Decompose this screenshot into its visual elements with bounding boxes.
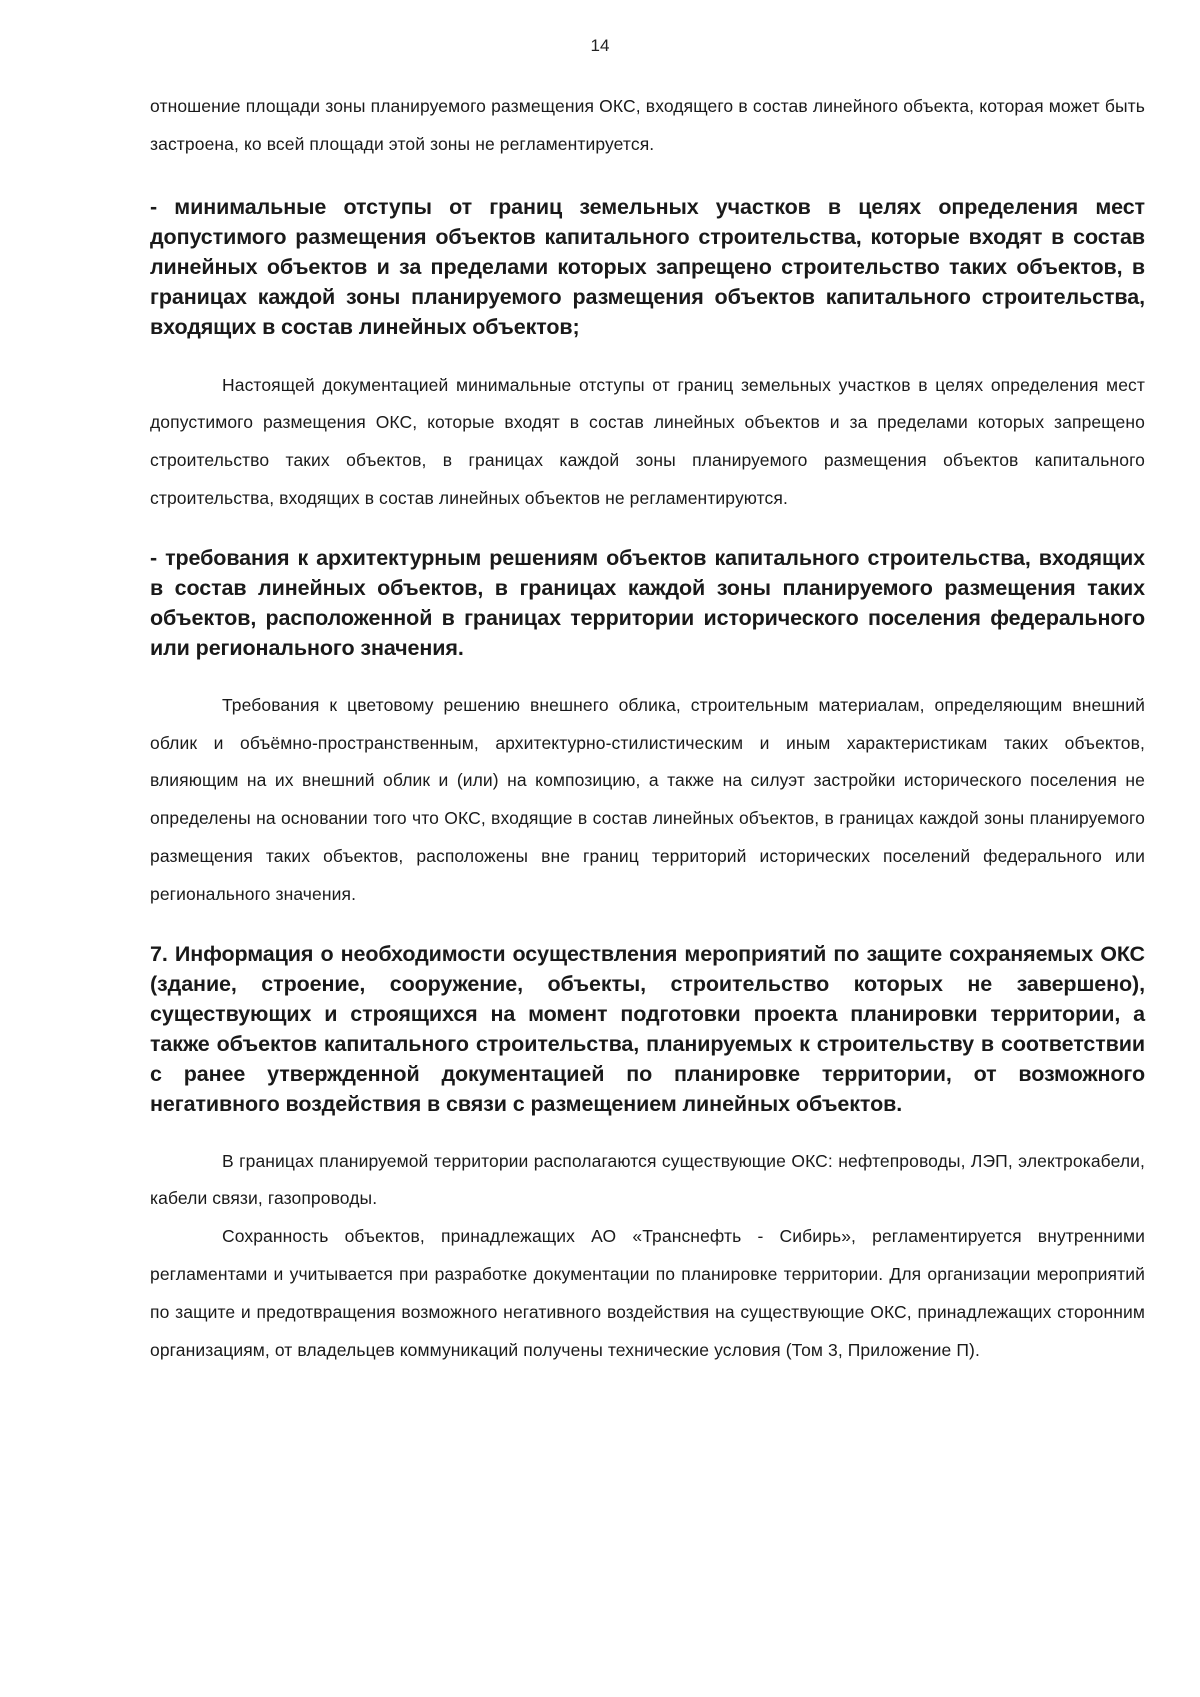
heading-section-7: 7. Информация о необходимости осуществления мероприятий по защите сохраняемых ОКС (здание, строение, сооружение, объекты, строительство которых не завершено), существующих и строящихся на момент подготовки проекта планировки территории, а также объектов капитального строительства, планируемых к строительству в соответствии с ранее утвержденной документацией по планировке территории, от возможного негативного воздействия в связи с размещением линейных объектов. (150, 941, 1145, 1116)
paragraph-intro: отношение площади зоны планируемого размещения ОКС, входящего в состав линейного объекта, которая может быть застроена, ко всей площади этой зоны не регламентируется. (150, 96, 1145, 154)
heading-architecture: - требования к архитектурным решениям объектов капитального строительства, входящих в состав линейных объектов, в границах каждой зоны планируемого размещения таких объектов, расположенной в границах территории исторического поселения федерального или регионального значения. (150, 545, 1145, 660)
paragraph-architecture: Требования к цветовому решению внешнего облика, строительным материалам, определяющим внешний облик и объёмно-пространственным, архитектурно-стилистическим и иным характеристикам таких объектов, влияющим на их внешний облик и (или) на композицию, а также на силуэт застройки исторического поселения не определены на основании того что ОКС, входящие в состав линейных объектов, в границах каждой зоны планируемого размещения таких объектов, расположены вне границ территорий исторических поселений федерального или регионального значения. (150, 694, 1145, 904)
page-number: 14 (590, 36, 610, 55)
heading-setbacks: - минимальные отступы от границ земельных участков в целях определения мест допустимого размещения объектов капитального строительства, которые входят в состав линейных объектов и за пределами которых запрещено строительство таких объектов, в границах каждой зоны планируемого размещения объектов капитального строительства, входящих в состав линейных объектов; (150, 194, 1145, 339)
page-content (150, 88, 1145, 1369)
paragraph-setbacks: Настоящей документацией минимальные отступы от границ земельных участков в целях определения мест допустимого размещения ОКС, которые входят в состав линейных объектов и за пределами которых запрещено строительство таких объектов, в границах каждой зоны планируемого размещения объектов капитального строительства, входящих в состав линейных объектов не регламентируются. (150, 374, 1145, 508)
paragraph-protection-measures: Сохранность объектов, принадлежащих АО «Транснефть - Сибирь», регламентируется внутренними регламентами и учитывается при разработке документации по планировке территории. Для организации мероприятий по защите и предотвращения возможного негативного воздействия на существующие ОКС, принадлежащих сторонним организациям, от владельцев коммуникаций получены технические условия (Том 3, Приложение П). (150, 1226, 1145, 1360)
paragraph-existing-objects: В границах планируемой территории располагаются существующие ОКС: нефтепроводы, ЛЭП, электрокабели, кабели связи, газопроводы. (150, 1150, 1145, 1209)
